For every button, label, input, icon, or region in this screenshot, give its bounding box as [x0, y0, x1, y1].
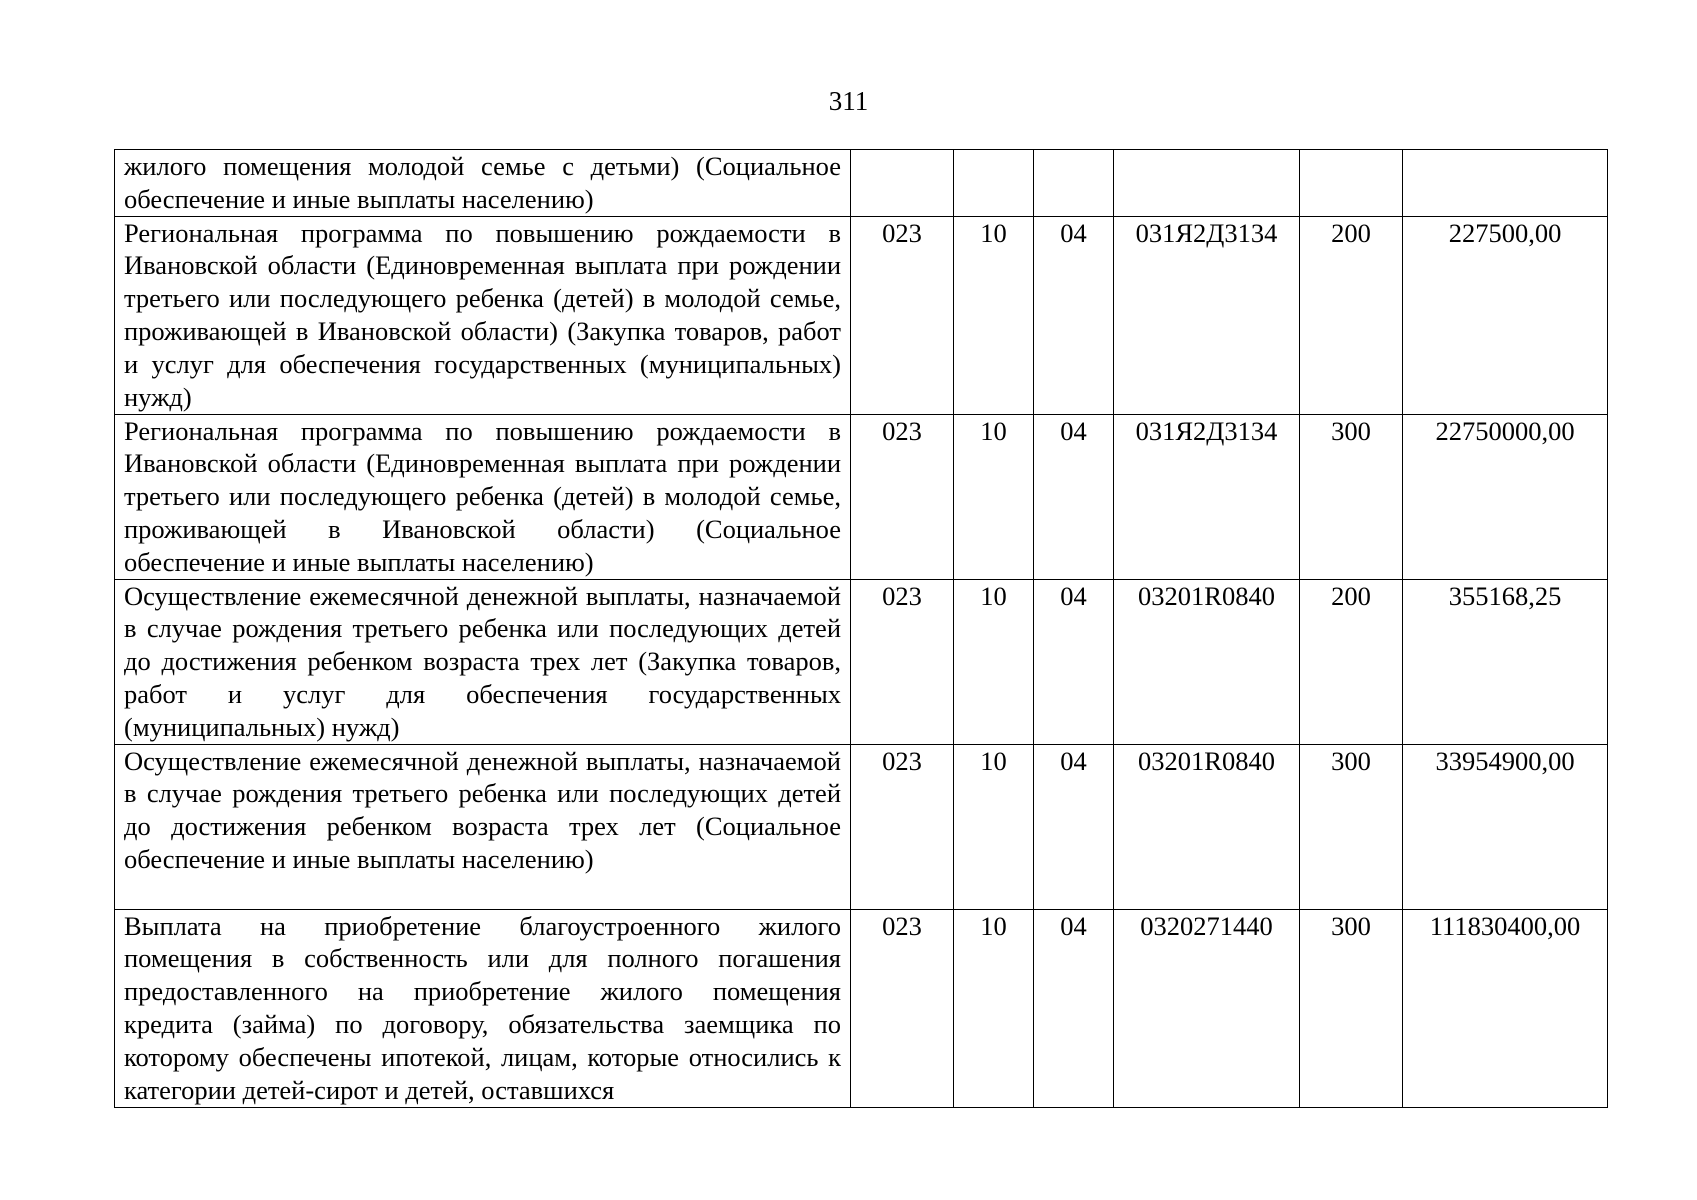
row-description: Региональная программа по повышению рождаемости в Ивановской области (Единовременная выплата при рождении третьего или последующего ребенка (детей) в молодой семье, проживающей в Ивановской области) (Социальное обеспечение и иные выплаты населению) [115, 414, 851, 579]
ministry-code: 023 [851, 909, 954, 1107]
amount: 355168,25 [1403, 579, 1608, 744]
table-row [115, 744, 1608, 909]
amount: 227500,00 [1403, 216, 1608, 414]
target-article-code [1114, 150, 1300, 217]
row-description: Осуществление ежемесячной денежной выплаты, назначаемой в случае рождения третьего ребенка или последующих детей до достижения ребенком возраста трех лет (Закупка товаров, работ и услуг для обеспечения государственных (муниципальных) нужд) [115, 579, 851, 744]
amount: 111830400,00 [1403, 909, 1608, 1107]
subsection-code: 04 [1034, 216, 1114, 414]
expense-type-code: 200 [1300, 216, 1403, 414]
section-code: 10 [954, 414, 1034, 579]
table-row [115, 579, 1608, 744]
section-code: 10 [954, 909, 1034, 1107]
target-article-code: 0320271440 [1114, 909, 1300, 1107]
amount [1403, 150, 1608, 217]
ministry-code: 023 [851, 579, 954, 744]
table-row [115, 150, 1608, 217]
table-row [115, 414, 1608, 579]
row-description: Региональная программа по повышению рождаемости в Ивановской области (Единовременная выплата при рождении третьего или последующего ребенка (детей) в молодой семье, проживающей в Ивановской области) (Закупка товаров, работ и услуг для обеспечения государственных (муниципальных) нужд) [115, 216, 851, 414]
amount: 33954900,00 [1403, 744, 1608, 909]
amount: 22750000,00 [1403, 414, 1608, 579]
target-article-code: 031Я2Д3134 [1114, 414, 1300, 579]
subsection-code [1034, 150, 1114, 217]
ministry-code: 023 [851, 216, 954, 414]
expense-type-code [1300, 150, 1403, 217]
expense-type-code: 300 [1300, 414, 1403, 579]
subsection-code: 04 [1034, 579, 1114, 744]
section-code: 10 [954, 216, 1034, 414]
expense-type-code: 300 [1300, 744, 1403, 909]
ministry-code [851, 150, 954, 217]
expense-type-code: 200 [1300, 579, 1403, 744]
section-code: 10 [954, 579, 1034, 744]
row-description: Осуществление ежемесячной денежной выплаты, назначаемой в случае рождения третьего ребенка или последующих детей до достижения ребенком возраста трех лет (Социальное обеспечение и иные выплаты населению) [115, 744, 851, 909]
ministry-code: 023 [851, 744, 954, 909]
row-description: Выплата на приобретение благоустроенного жилого помещения в собственность или для полного погашения предоставленного на приобретение жилого помещения кредита (займа) по договору, обязательства заемщика по которому обеспечены ипотекой, лицам, которые относились к категории детей-сирот и детей, оставшихся [115, 909, 851, 1107]
subsection-code: 04 [1034, 909, 1114, 1107]
row-description: жилого помещения молодой семье с детьми) (Социальное обеспечение и иные выплаты населению) [115, 150, 851, 217]
expense-type-code: 300 [1300, 909, 1403, 1107]
section-code [954, 150, 1034, 217]
ministry-code: 023 [851, 414, 954, 579]
section-code: 10 [954, 744, 1034, 909]
table-row [115, 216, 1608, 414]
subsection-code: 04 [1034, 744, 1114, 909]
target-article-code: 031Я2Д3134 [1114, 216, 1300, 414]
page-number: 311 [828, 86, 869, 116]
budget-table [114, 149, 1608, 1108]
table-row [115, 909, 1608, 1107]
subsection-code: 04 [1034, 414, 1114, 579]
target-article-code: 03201R0840 [1114, 579, 1300, 744]
target-article-code: 03201R0840 [1114, 744, 1300, 909]
